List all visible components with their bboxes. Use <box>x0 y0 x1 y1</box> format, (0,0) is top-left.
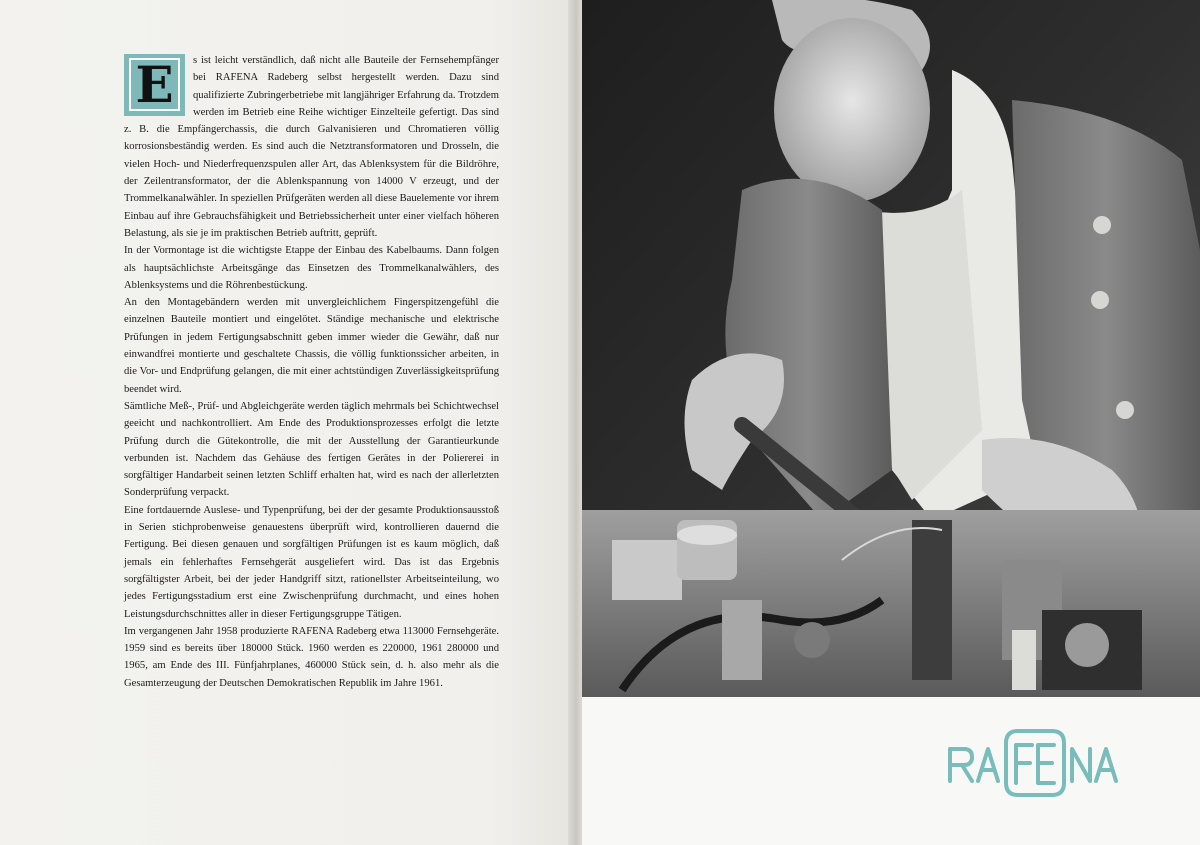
left-page <box>0 0 572 845</box>
paragraph-5: Eine fortdauernde Auslese- und Typenprüfung, bei der der gesamte Produktionsausstoß in Serien stichprobenweise genauestens überprüft wird, kontrollieren dauernd die Fertigung. Bei diesen genauen und sorgfältigen Prüfungen ist es kaum möglich, daß jemals ein fehlerhaftes Fernsehgerät ausgeliefert wird. Das ist das Ergebnis sorgfältigster Arbeit, bei der jeder Handgriff sitzt, rationellster Arbeitseinteilung, wo jedes Fertigungsstadium erst eine Zwischenprüfung durchmacht, und eines hohen Leistungsdurchschnittes aller in dieser Fertigungsgruppe Tätigen. <box>124 504 499 620</box>
paragraph-2: In der Vormontage ist die wichtigste Etappe der Einbau des Kabelbaums. Dann folgen als hauptsächlichste Arbeitsgänge das Einsetzen des Trommelkanalwählers, des Ablenksystems und die Röhrenbestückung. <box>124 245 499 291</box>
factory-worker-photo <box>582 0 1200 697</box>
rafena-logo-mark <box>946 725 1122 801</box>
rafena-logo <box>946 725 1122 801</box>
paragraph-4: Sämtliche Meß-, Prüf- und Abgleichgeräte werden täglich mehrmals bei Schichtwechsel geeicht und nachkontrolliert. Am Ende des Produktionsprozesses erfolgt die letzte Prüfung durch die Gütekontrolle, die mit der Ausstellung der Garantieurkunde verbunden ist. Nachdem das Gehäuse des fertigen Gerätes in der Poliererei in sorgfältiger Handarbeit seinen letzten Schliff erhalten hat, wird es nach der allerletzten Sonderprüfung verpackt. <box>124 400 499 499</box>
paragraph-3: An den Montagebändern werden mit unvergleichlichem Fingerspitzengefühl die einzelnen Bauteile montiert und eingelötet. Ständige mechanische und elektrische Prüfungen in jedem Fertigungsabschnitt geben immer wieder die Gewähr, daß nur einwandfrei montierte und geschaltete Chassis, die völlig funktionssicher arbeiten, in die Vor- und Endprüfung gelangen, die mit einer achtstündigen Zuverlässigkeitsprüfung beendet wird. <box>124 297 499 395</box>
right-page <box>582 0 1200 845</box>
paragraph-6: Im vergangenen Jahr 1958 produzierte RAFENA Radeberg etwa 113000 Fernsehgeräte. 1959 sind es bereits über 180000 Stück. 1960 werden es 220000, 1961 280000 und 1965, am Ende des III. Fünfjahrplanes, 460000 Stück sein, d. h. also mehr als die Gesamterzeugung der Deutschen Demokratischen Republik im Jahre 1961. <box>124 625 499 689</box>
paragraph-1: s ist leicht verständlich, daß nicht alle Bauteile der Fernsehempfänger bei RAFENA Radeberg selbst hergestellt werden. Dazu sind qualifizierte Zubringerbetriebe mit langjähriger Erfahrung da. Trotzdem werden im Betrieb eine Reihe wichtiger Einzelteile gefertigt. Das sind z. B. die Empfängerchassis, die durch Galvanisieren und Chromatieren völlig korrosionsbeständig werden. Es sind auch die Netztransformatoren und Drosseln, die vielen Hoch- und Niederfrequenzspulen aller Art, das Ablenksystem für die Bildröhre, der Zeilentransformator, der die Ablenkspannung von 14000 V erzeugt, und der Trommelkanalwähler. In speziellen Prüfgeräten werden all diese Bauelemente vor ihrem Einbau auf ihre Gebrauchsfähigkeit und Betriebssicherheit unter einer vielfach höheren Belastung, als sie je im praktischen Betrieb auftritt, geprüft. <box>124 55 499 239</box>
article-text <box>124 52 499 692</box>
photo-illustration <box>582 0 1200 697</box>
drop-cap-letter: E <box>129 58 180 111</box>
drop-cap <box>124 54 185 116</box>
